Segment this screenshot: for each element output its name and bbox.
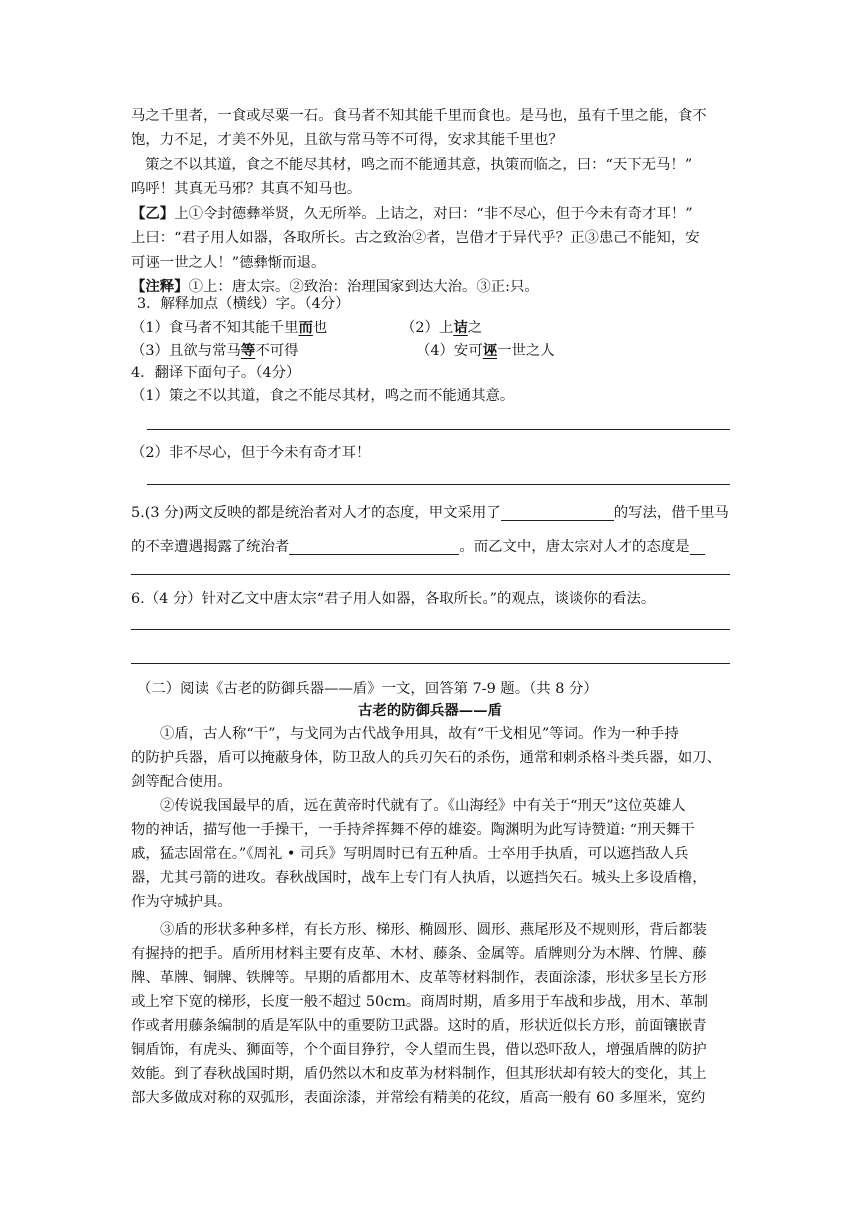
q6-stem: 6.（4 分）针对乙文中唐太宗“君子用人如器，各取所长。”的观点，谈谈你的看法。 — [131, 591, 656, 607]
answer-line — [147, 484, 730, 485]
article-title: 古老的防御兵器——盾 — [358, 702, 502, 719]
jia-text-line: 马之千里者，一食或尽粟一石。食马者不知其能千里而食也。是马也，虽有千里之能，食不 — [131, 108, 707, 124]
article-line: 效能。到了春秋战国时期，盾仍然以木和皮革为材料制作，但其形状却有较大的变化，其上 — [131, 1066, 707, 1082]
answer-line — [131, 663, 730, 664]
article-line: 剑等配合使用。 — [131, 774, 232, 790]
q3-key-word: 而 — [298, 319, 313, 336]
section2-heading: （二）阅读《古老的防御兵器——盾》一文，回答第 7-9 题。（共 8 分） — [137, 681, 598, 697]
q4-sentence-1: （1）策之不以其道，食之不能尽其材，鸣之而不能通其意。 — [131, 388, 515, 404]
yi-text-line: 上曰：“君子用人如器，各取所长。古之致治②者，岂借才于异代乎？正③患己不能知，安 — [131, 230, 700, 246]
article-line: 有握持的把手。盾所用材料主要有皮革、木材、藤条、金属等。盾牌则分为木牌、竹牌、藤 — [131, 946, 707, 962]
yi-text-line: 可诬一世之人！”德彝惭而退。 — [131, 255, 326, 271]
article-line: ③盾的形状多种多样，有长方形、梯形、椭圆形、圆形、燕尾形及不规则形，背后都装 — [160, 922, 707, 938]
article-line: 牌、革牌、铜牌、铁牌等。早期的盾都用木、皮革等材料制作，表面涂漆，形状多呈长方形 — [131, 970, 707, 986]
q3-stem: 3．解释加点（横线）字。（4分） — [137, 296, 350, 312]
q3-key-word: 诘 — [453, 319, 468, 336]
q3-item-1: （1）食马者不知其能千里而也 — [131, 319, 328, 336]
article-line: 器，尤其弓箭的进攻。春秋战国时，战车上专门有人执盾，以遮挡矢石。城头上多设盾橹， — [131, 870, 707, 886]
article-line: 或上窄下宽的梯形，长度一般不超过 50cm。商周时期，盾多用于车战和步战，用木、革制 — [131, 994, 709, 1010]
fill-blank[interactable] — [690, 538, 705, 555]
q5-line-2: 的不幸遭遇揭露了统治者 。而乙文中，唐太宗对人才的态度是 — [131, 537, 705, 557]
q3-item-2: （2）上诘之 — [401, 319, 483, 336]
notes-line: 【注释】①上：唐太宗。②致治：治理国家到达大治。③正:只。 — [131, 278, 539, 295]
article-line: 戚，猛志固常在。”《周礼 • 司兵》写明周时已有五种盾。士卒用手执盾，可以遮挡敌人兵 — [131, 846, 689, 862]
q5-line-1: 5.(3 分)两文反映的都是统治者对人才的态度，甲文采用了 的写法，借千里马 — [131, 505, 729, 521]
jia-text-line: 饱，力不足，才美不外见，且欲与常马等不可得，安求其能千里也？ — [131, 132, 563, 148]
q4-stem: 4．翻译下面句子。（4分） — [131, 365, 301, 381]
jia-text-line: 策之不以其道，食之不能尽其材，鸣之而不能通其意，执策而临之，曰：“天下无马！” — [145, 157, 693, 173]
yi-label: 【乙】 — [131, 205, 175, 222]
q3-key-word: 等 — [240, 342, 256, 359]
article-line: 铜盾饰，有虎头、狮面等，个个面目狰狞，令人望而生畏，借以恐吓敌人，增强盾牌的防护 — [131, 1042, 707, 1058]
article-line: 的防护兵器，盾可以掩蔽身体，防卫敌人的兵刃矢石的杀伤，通常和刺杀格斗类兵器，如刀、 — [131, 750, 722, 766]
yi-text-line: 【乙】上①令封德彝举贤，久无所举。上诘之，对曰：“非不尽心，但于今未有奇才耳！” — [131, 205, 693, 222]
fill-blank[interactable] — [501, 504, 614, 521]
answer-line — [131, 574, 730, 575]
jia-text-line: 呜呼！其真无马邪？其真不知马也。 — [131, 181, 362, 197]
notes-label: 【注释】 — [131, 278, 189, 295]
q3-item-4: （4）安可诬一世之人 — [416, 342, 555, 359]
answer-line — [131, 629, 730, 630]
article-line: 作为守城护具。 — [131, 894, 232, 910]
q3-key-word: 诬 — [482, 342, 498, 359]
answer-line — [147, 429, 730, 430]
q3-item-3: （3）且欲与常马等不可得 — [131, 342, 299, 359]
article-line: 作或者用藤条编制的盾是军队中的重要防卫武器。这时的盾，形状近似长方形，前面镶嵌青 — [131, 1018, 707, 1034]
q4-sentence-2: （2）非不尽心，但于今未有奇才耳！ — [131, 445, 371, 461]
fill-blank[interactable] — [289, 538, 459, 555]
article-line: 部大多做成对称的双弧形，表面涂漆，并常绘有精美的花纹，盾高一般有 60 多厘米，宽约 — [131, 1090, 706, 1106]
article-line: 物的神话，描写他一手操干，一手持斧挥舞不停的雄姿。陶渊明为此写诗赞道: “刑天舞干 — [131, 822, 695, 838]
article-line: ①盾，古人称“干”，与戈同为古代战争用具，故有“干戈相见”等词。作为一种手持 — [160, 726, 679, 742]
article-line: ②传说我国最早的盾，远在黄帝时代就有了。《山海经》中有关于“刑天”这位英雄人 — [160, 798, 686, 814]
